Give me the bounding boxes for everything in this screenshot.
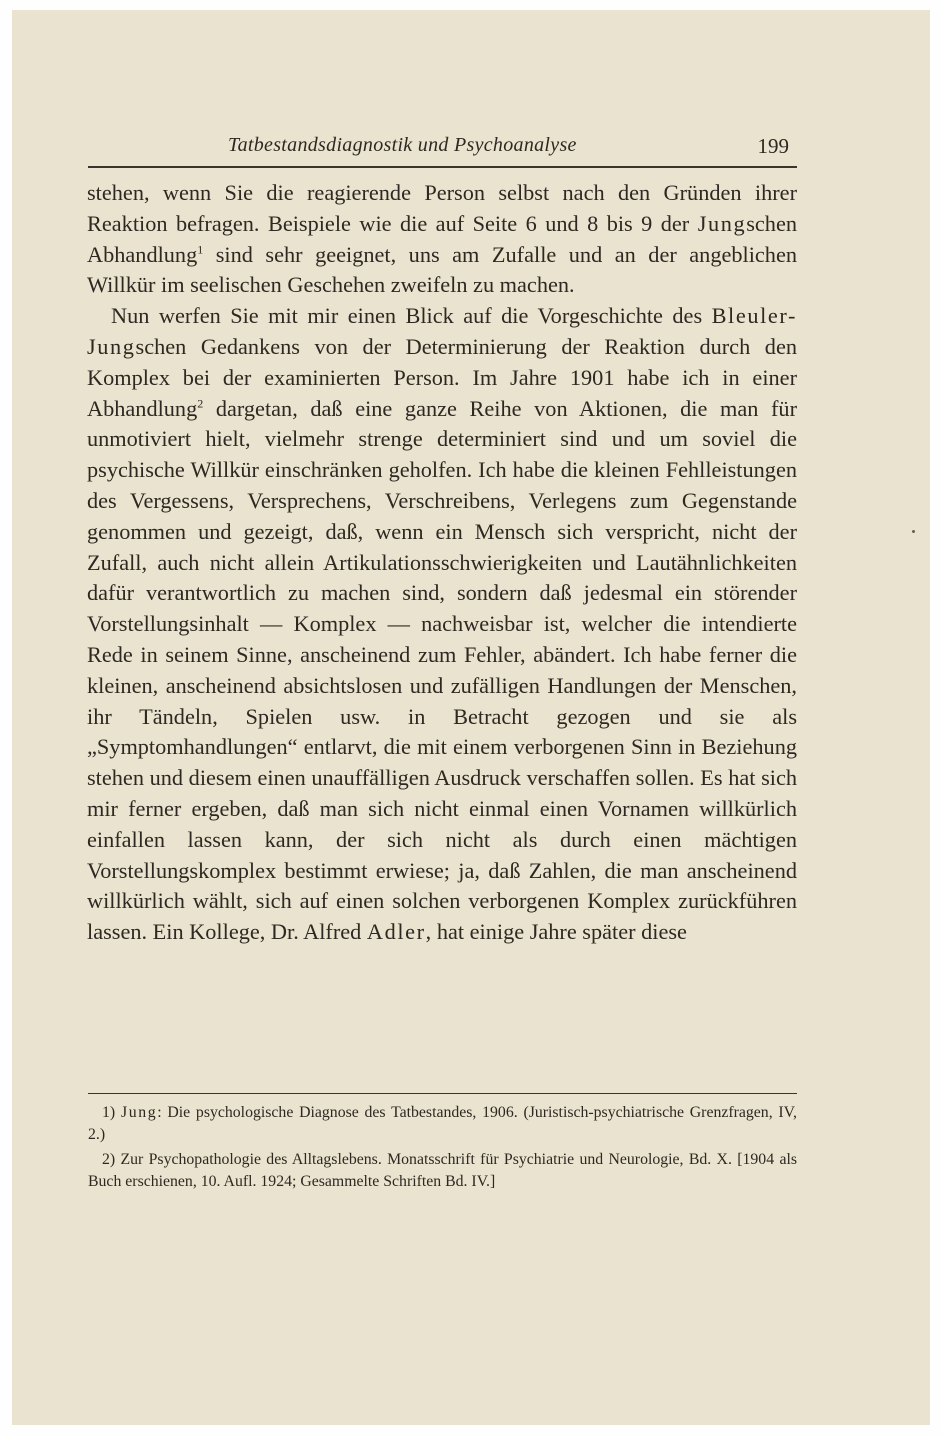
footnote-2-text: Zur Psychopathologie des Alltagslebens. Monatsschrift für Psychiatrie und Neurologie, Bd. X. [1904 als Buch erschienen, 10. Aufl. 1924; Gesammelte Schriften Bd. IV.] [88, 1151, 797, 1190]
paragraph-2-text-a: Nun werfen Sie mit mir einen Blick auf die Vorgeschichte des [111, 303, 712, 329]
name-adler: Adler [366, 919, 426, 945]
footnote-1-author: Jung [120, 1104, 158, 1121]
paragraph-1 [87, 178, 797, 301]
footnote-ref-1: 1 [197, 242, 204, 257]
running-title: Tatbestandsdiagnostik und Psychoanalyse [228, 134, 577, 156]
running-header [88, 132, 797, 168]
paragraph-1-text-c: sind sehr geeignet, uns am Zufalle und an der angeblichen Willkür im seelischen Geschehen zweifeln zu machen. [87, 241, 797, 298]
footnote-2-marker: 2) [102, 1151, 116, 1168]
footnote-ref-2: 2 [197, 396, 204, 411]
footnote-1-marker: 1) [102, 1104, 116, 1121]
paragraph-2-text-d: , hat einige Jahre später diese [425, 919, 687, 945]
paragraph-1-text-b: schen Abhandlung [87, 210, 797, 267]
name-jung: Jung [697, 210, 747, 236]
footnote-divider [88, 1093, 797, 1094]
name-bleuler-jung: Bleuler-Jung [87, 303, 797, 359]
book-page [12, 10, 930, 1425]
footnote-1-text: : Die psychologische Diagnose des Tatbestandes, 1906. (Juristisch-psychiatrische Grenzfragen, IV, 2.) [88, 1104, 798, 1143]
body-text [87, 178, 797, 948]
footnotes [88, 1102, 797, 1196]
paragraph-2-text-b: schen Gedankens von der Determinierung der Reaktion durch den Komplex bei der examinierten Person. Im Jahre 1901 habe ich in einer Abhandlung [87, 333, 797, 421]
paragraph-1-text-a: stehen, wenn Sie die reagierende Person selbst nach den Gründen ihrer Reaktion befragen. Beispiele wie die auf Seite 6 und 8 bis 9 der [87, 180, 797, 236]
paper-speck [912, 530, 915, 533]
footnote-2 [88, 1149, 797, 1192]
page-number: 199 [757, 134, 789, 158]
paragraph-2 [87, 301, 797, 948]
paragraph-2-text-c: dargetan, daß eine ganze Reihe von Aktionen, die man für unmotiviert hielt, vielmehr strenge determiniert sind und um soviel die psychische Willkür einschränken geholfen. Ich habe die kleinen Fehlleistungen des Vergessens, Versprechens, Verschreibens, Verlegens zum Gegenstande genommen und gezeigt, daß, wenn ein Mensch sich verspricht, nicht der Zufall, auch nicht allein Artikulationsschwierigkeiten und Lautähnlichkeiten dafür verantwortlich zu machen sind, sondern daß jedesmal ein störender Vorstellungsinhalt — Komplex — nachweisbar ist, welcher die intendierte Rede in seinem Sinne, anscheinend zum Fehler, abändert. Ich habe ferner die kleinen, anscheinend absichtslosen und zufälligen Handlungen der Menschen, ihr Tändeln, Spielen usw. in Betracht gezogen und sie als „Symptomhandlungen“ entlarvt, die mit einem verborgenen Sinn in Beziehung stehen und diesem einen unauffälligen Ausdruck verschaffen sollen. Es hat sich mir ferner ergeben, daß man sich nicht einmal einen Vornamen willkürlich einfallen lassen kann, der sich nicht als durch einen mächtigen Vorstellungskomplex bestimmt erwiese; ja, daß Zahlen, die man anscheinend willkürlich wählt, sich auf einen solchen verborgenen Komplex zurückführen lassen. Ein Kollege, Dr. Alfred [87, 395, 797, 945]
footnote-1 [88, 1102, 797, 1145]
